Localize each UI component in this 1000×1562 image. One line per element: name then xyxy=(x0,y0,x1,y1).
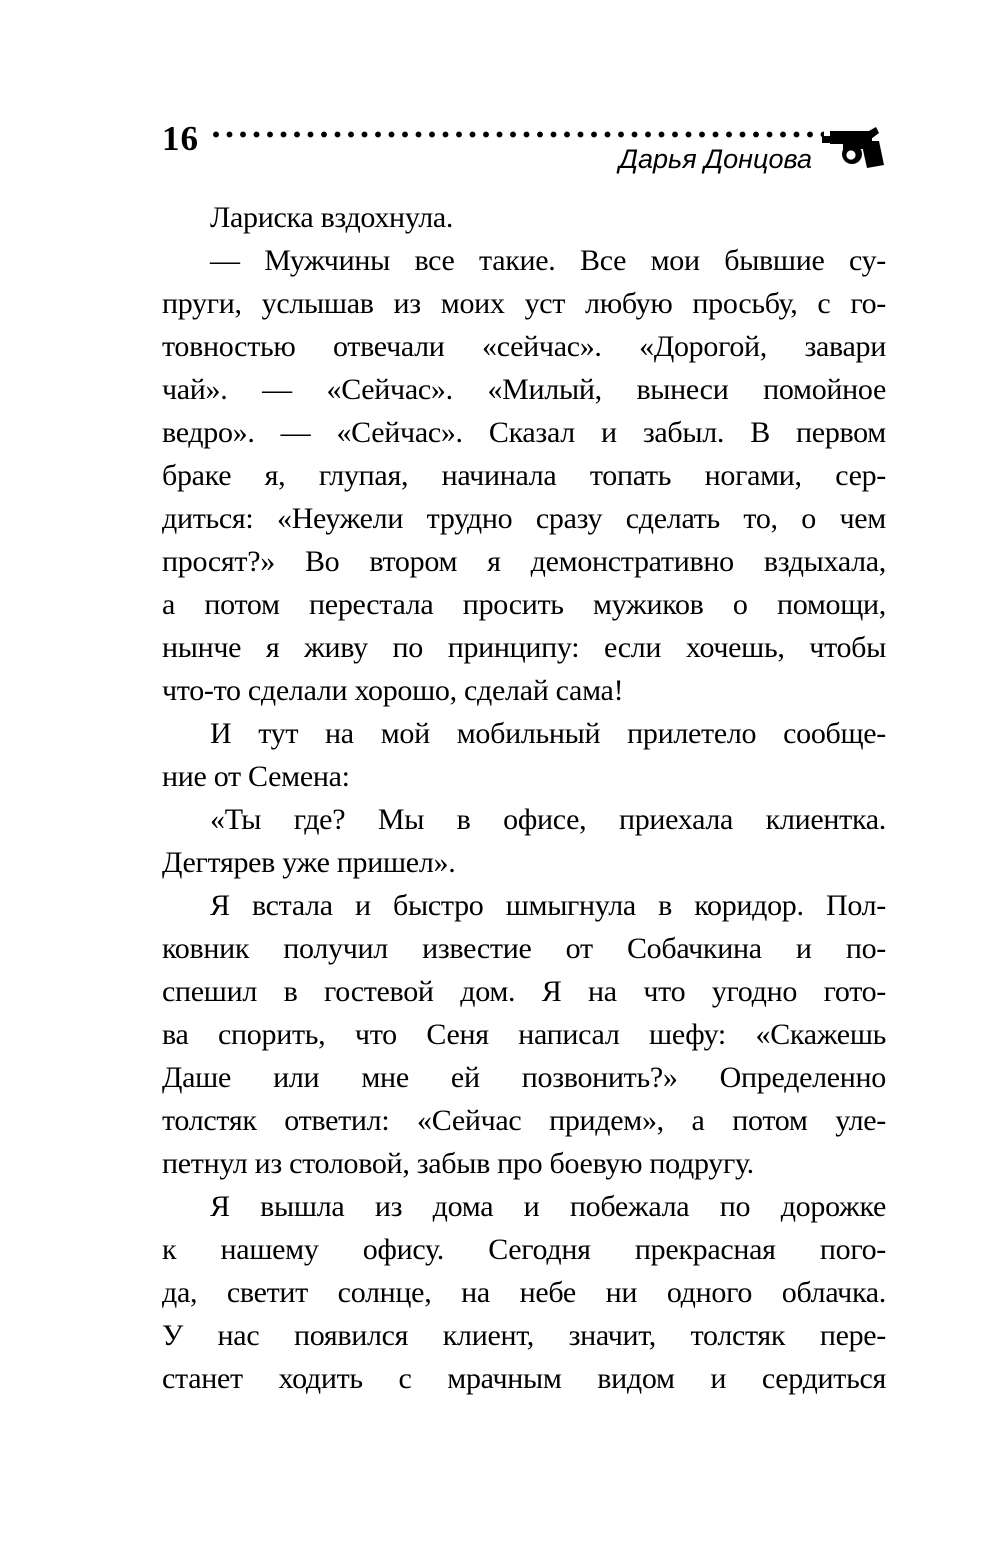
pistol-icon xyxy=(821,126,885,172)
text-line: нынче я живу по принципу: если хочешь, чтобы xyxy=(162,631,886,664)
text-line: станет ходить с мрачным видом и сердиться xyxy=(162,1362,886,1395)
text-line: спешил в гостевой дом. Я на что угодно гото- xyxy=(162,975,886,1008)
text-line: пруги, услышав из моих уст любую просьбу, с го- xyxy=(162,287,886,320)
page-body xyxy=(162,196,886,1400)
text-line: диться: «Неужели трудно сразу сделать то, о чем xyxy=(162,502,886,535)
text-line: к нашему офису. Сегодня прекрасная пого- xyxy=(162,1233,886,1266)
text-line: Даше или мне ей позвонить?» Определенно xyxy=(162,1061,886,1094)
text-line: Дегтярев уже пришел». xyxy=(162,846,456,879)
paragraph xyxy=(162,712,886,798)
text-line: просят?» Во втором я демонстративно вздыхала, xyxy=(162,545,886,578)
paragraph xyxy=(162,239,886,712)
text-line: товностью отвечали «сейчас». «Дорогой, завари xyxy=(162,330,886,363)
paragraph xyxy=(162,884,886,1185)
text-line: Лариска вздохнула. xyxy=(210,201,454,234)
author-running-head: Дарья Донцова xyxy=(618,144,812,174)
text-line: ведро». — «Сейчас». Сказал и забыл. В первом xyxy=(162,416,886,449)
dotted-rule xyxy=(210,129,824,140)
text-line: петнул из столовой, забыв про боевую подругу. xyxy=(162,1147,754,1180)
text-line: браке я, глупая, начинала топать ногами, сер- xyxy=(162,459,886,492)
paragraph xyxy=(162,196,886,239)
text-line: — Мужчины все такие. Все мои бывшие су- xyxy=(210,244,886,277)
text-line: чай». — «Сейчас». «Милый, вынеси помойное xyxy=(162,373,886,406)
text-line: а потом перестала просить мужиков о помощи, xyxy=(162,588,886,621)
text-line: У нас появился клиент, значит, толстяк пере- xyxy=(162,1319,886,1352)
text-line: Я вышла из дома и побежала по дорожке xyxy=(210,1190,886,1223)
paragraph xyxy=(162,798,886,884)
text-line: ковник получил известие от Собачкина и по- xyxy=(162,932,886,965)
text-line: да, светит солнце, на небе ни одного облачка. xyxy=(162,1276,886,1309)
text-line: «Ты где? Мы в офисе, приехала клиентка. xyxy=(210,803,886,836)
text-line: И тут на мой мобильный прилетело сообще- xyxy=(210,717,886,750)
text-line: что-то сделали хорошо, сделай сама! xyxy=(162,674,624,707)
text-line: ние от Семена: xyxy=(162,760,350,793)
page-number: 16 xyxy=(162,119,199,158)
text-line: толстяк ответил: «Сейчас придем», а потом уле- xyxy=(162,1104,886,1137)
paragraph xyxy=(162,1185,886,1400)
text-line: Я встала и быстро шмыгнула в коридор. Пол- xyxy=(210,889,886,922)
text-line: ва спорить, что Сеня написал шефу: «Скажешь xyxy=(162,1018,886,1051)
